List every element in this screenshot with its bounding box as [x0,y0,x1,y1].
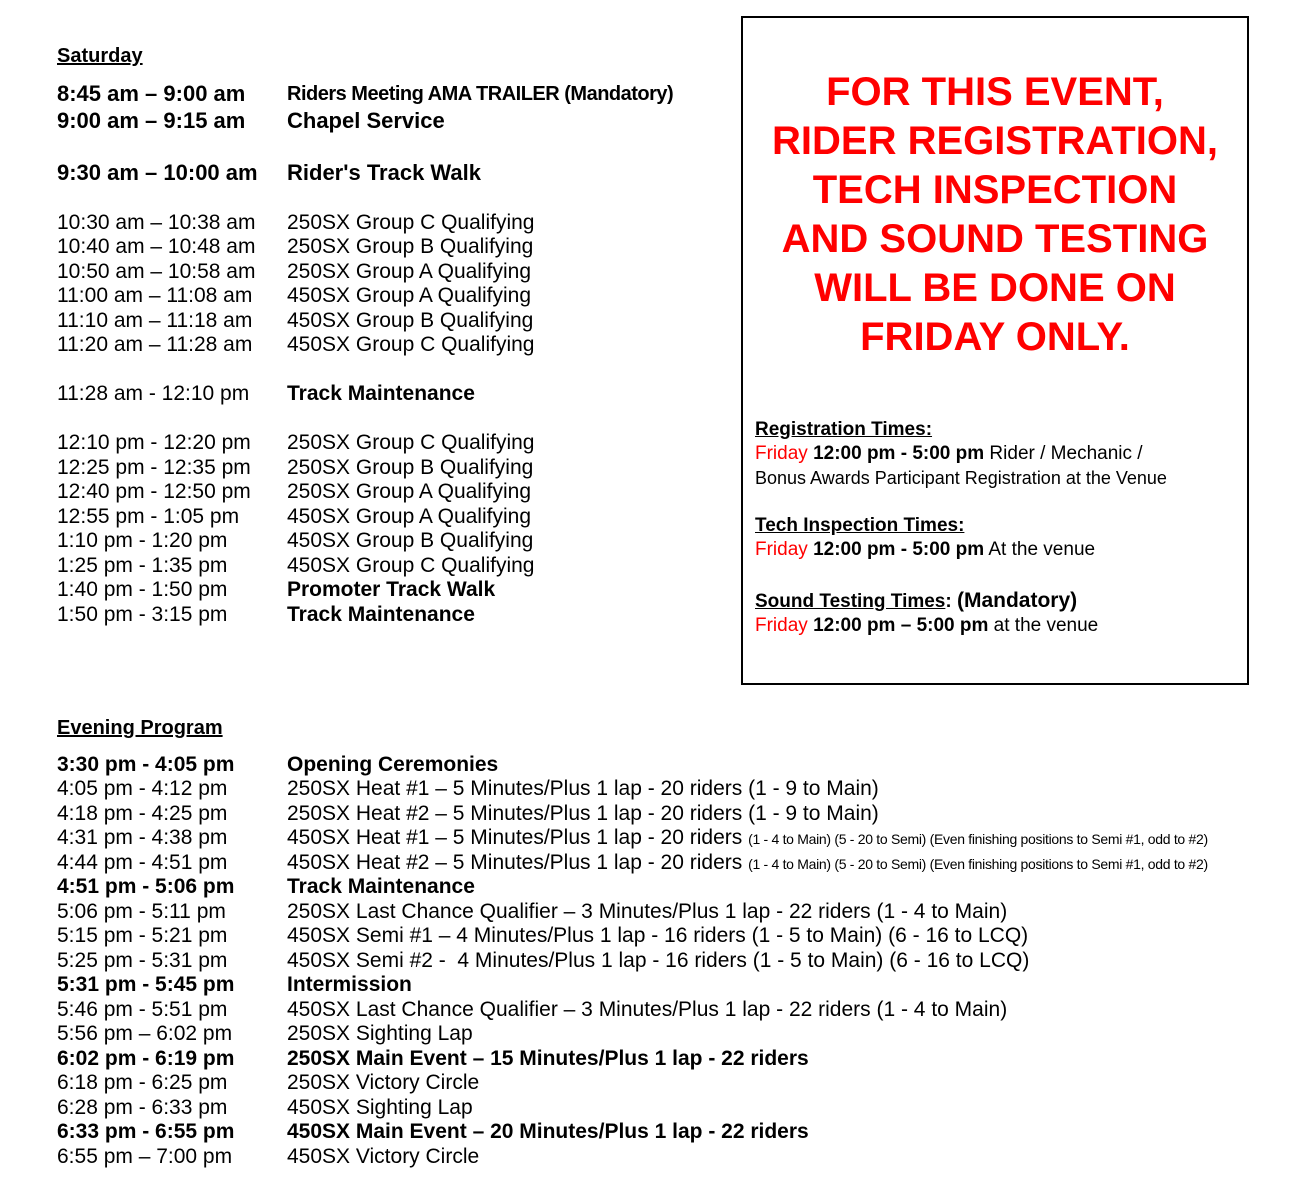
sound-detail: at the venue [988,615,1099,636]
row-time: 6:33 pm - 6:55 pm [57,1120,235,1143]
advancement-note: (1 - 4 to Main) (5 - 20 to Semi) (Even finishing positions to Semi #1, odd to #2) [748,856,1208,872]
row-description: 450SX Main Event – 20 Minutes/Plus 1 lap - 22 riders [287,1120,809,1143]
row-time: 12:25 pm - 12:35 pm [57,456,251,479]
tech-time: 12:00 pm - 5:00 pm [813,539,985,560]
row-description: 450SX Group C Qualifying [287,554,535,577]
tech-heading: Tech Inspection Times: [755,515,965,536]
row-description: Track Maintenance [287,382,475,405]
row-description: 450SX Sighting Lap [287,1096,473,1119]
row-description: 250SX Group C Qualifying [287,431,535,454]
sound-testing-times [755,589,1098,638]
row-description: Rider's Track Walk [287,160,481,185]
row-description: 250SX Main Event – 15 Minutes/Plus 1 lap - 22 riders [287,1047,809,1070]
row-description: 450SX Group A Qualifying [287,505,531,528]
row-time: 1:40 pm - 1:50 pm [57,578,228,601]
row-description: Chapel Service [287,108,445,133]
row-description: Track Maintenance [287,875,475,898]
sound-time: 12:00 pm – 5:00 pm [813,615,989,636]
registration-times [755,418,1167,490]
row-time: 12:40 pm - 12:50 pm [57,480,251,503]
row-description: Opening Ceremonies [287,753,499,776]
row-description: 250SX Sighting Lap [287,1022,473,1045]
registration-detail: Rider / Mechanic / [984,443,1143,464]
row-description: 450SX Last Chance Qualifier – 3 Minutes/Plus 1 lap - 22 riders (1 - 4 to Main) [287,998,1008,1021]
notice-line: RIDER REGISTRATION, [772,119,1218,163]
row-time: 10:30 am – 10:38 am [57,211,256,234]
notice-line: TECH INSPECTION [812,168,1178,212]
row-description: 450SX Group C Qualifying [287,333,535,356]
friday-only-notice [743,68,1247,362]
row-time: 6:18 pm - 6:25 pm [57,1071,228,1094]
friday-notice-box [741,16,1249,685]
row-time: 1:10 pm - 1:20 pm [57,529,228,552]
row-time: 6:55 pm – 7:00 pm [57,1145,233,1168]
row-description: 450SX Semi #2 - 4 Minutes/Plus 1 lap - 16 riders (1 - 5 to Main) (6 - 16 to LCQ) [287,949,1030,972]
row-time: 3:30 pm - 4:05 pm [57,753,235,776]
notice-line: WILL BE DONE ON [814,266,1176,310]
row-time: 12:55 pm - 1:05 pm [57,505,240,528]
row-description: 250SX Group A Qualifying [287,260,531,283]
row-time: 1:25 pm - 1:35 pm [57,554,228,577]
sound-day: Friday [755,615,808,636]
row-time: 11:20 am – 11:28 am [57,333,253,356]
row-description: 250SX Heat #2 – 5 Minutes/Plus 1 lap - 20 riders (1 - 9 to Main) [287,802,879,825]
row-description: 250SX Last Chance Qualifier – 3 Minutes/Plus 1 lap - 22 riders (1 - 4 to Main) [287,900,1008,923]
heat-text: 450SX Heat #1 – 5 Minutes/Plus 1 lap - 20 riders [287,826,743,849]
tech-day: Friday [755,539,808,560]
row-time: 5:46 pm - 5:51 pm [57,998,228,1021]
evening-program-heading: Evening Program [57,717,223,739]
row-time: 6:28 pm - 6:33 pm [57,1096,228,1119]
row-time: 4:18 pm - 4:25 pm [57,802,228,825]
row-time: 5:06 pm - 5:11 pm [57,900,226,923]
row-time: 5:25 pm - 5:31 pm [57,949,228,972]
row-time: 9:00 am – 9:15 am [57,108,246,133]
row-time: 10:40 am – 10:48 am [57,235,256,258]
row-time: 12:10 pm - 12:20 pm [57,431,251,454]
sound-mandatory: (Mandatory) [956,589,1078,612]
row-time: 1:50 pm - 3:15 pm [57,603,228,626]
row-description: 450SX Group B Qualifying [287,529,534,552]
row-time: 9:30 am – 10:00 am [57,160,258,185]
row-time: 4:05 pm - 4:12 pm [57,777,228,800]
row-description: 250SX Group C Qualifying [287,211,535,234]
row-description: 450SX Semi #1 – 4 Minutes/Plus 1 lap - 16 riders (1 - 5 to Main) (6 - 16 to LCQ) [287,924,1029,947]
tech-inspection-times [755,514,1095,562]
row-time: 4:44 pm - 4:51 pm [57,851,228,874]
notice-line: FRIDAY ONLY. [860,315,1130,359]
row-description: 250SX Heat #1 – 5 Minutes/Plus 1 lap - 20 riders (1 - 9 to Main) [287,777,879,800]
row-description: Intermission [287,973,412,996]
row-time: 11:28 am - 12:10 pm [57,382,250,405]
registration-day: Friday [755,443,808,464]
row-description: Promoter Track Walk [287,578,496,601]
notice-line: FOR THIS EVENT, [826,70,1164,114]
registration-detail-2: Bonus Awards Participant Registration at the Venue [755,468,1167,488]
row-time: 5:31 pm - 5:45 pm [57,973,235,996]
row-time: 6:02 pm - 6:19 pm [57,1047,235,1070]
notice-line: AND SOUND TESTING [781,217,1209,261]
registration-heading: Registration Times: [755,419,933,440]
heat-text: 450SX Heat #2 – 5 Minutes/Plus 1 lap - 20 riders [287,851,743,874]
row-time: 11:10 am – 11:18 am [57,309,253,332]
row-description: 250SX Victory Circle [287,1071,480,1094]
row-description: 450SX Group A Qualifying [287,284,531,307]
row-description: 250SX Group A Qualifying [287,480,531,503]
saturday-heading: Saturday [57,45,143,67]
registration-time: 12:00 pm - 5:00 pm [813,443,985,464]
sound-heading: Sound Testing Times [755,591,946,612]
row-time: 5:56 pm – 6:02 pm [57,1022,233,1045]
tech-detail: At the venue [984,539,1096,560]
row-time: 11:00 am – 11:08 am [57,284,253,307]
row-description: 250SX Group B Qualifying [287,456,534,479]
row-time: 5:15 pm - 5:21 pm [57,924,228,947]
row-time: 8:45 am – 9:00 am [57,81,246,106]
sound-colon: : [945,591,957,612]
row-time: 4:51 pm - 5:06 pm [57,875,235,898]
row-description: Riders Meeting AMA TRAILER (Mandatory) [287,83,674,105]
row-description [287,851,1208,876]
row-description: 450SX Group B Qualifying [287,309,534,332]
row-description: Track Maintenance [287,603,475,626]
row-time: 4:31 pm - 4:38 pm [57,826,228,849]
row-description [287,826,1208,851]
row-time: 10:50 am – 10:58 am [57,260,256,283]
row-description: 450SX Victory Circle [287,1145,480,1168]
advancement-note: (1 - 4 to Main) (5 - 20 to Semi) (Even finishing positions to Semi #1, odd to #2) [748,831,1208,847]
row-description: 250SX Group B Qualifying [287,235,534,258]
